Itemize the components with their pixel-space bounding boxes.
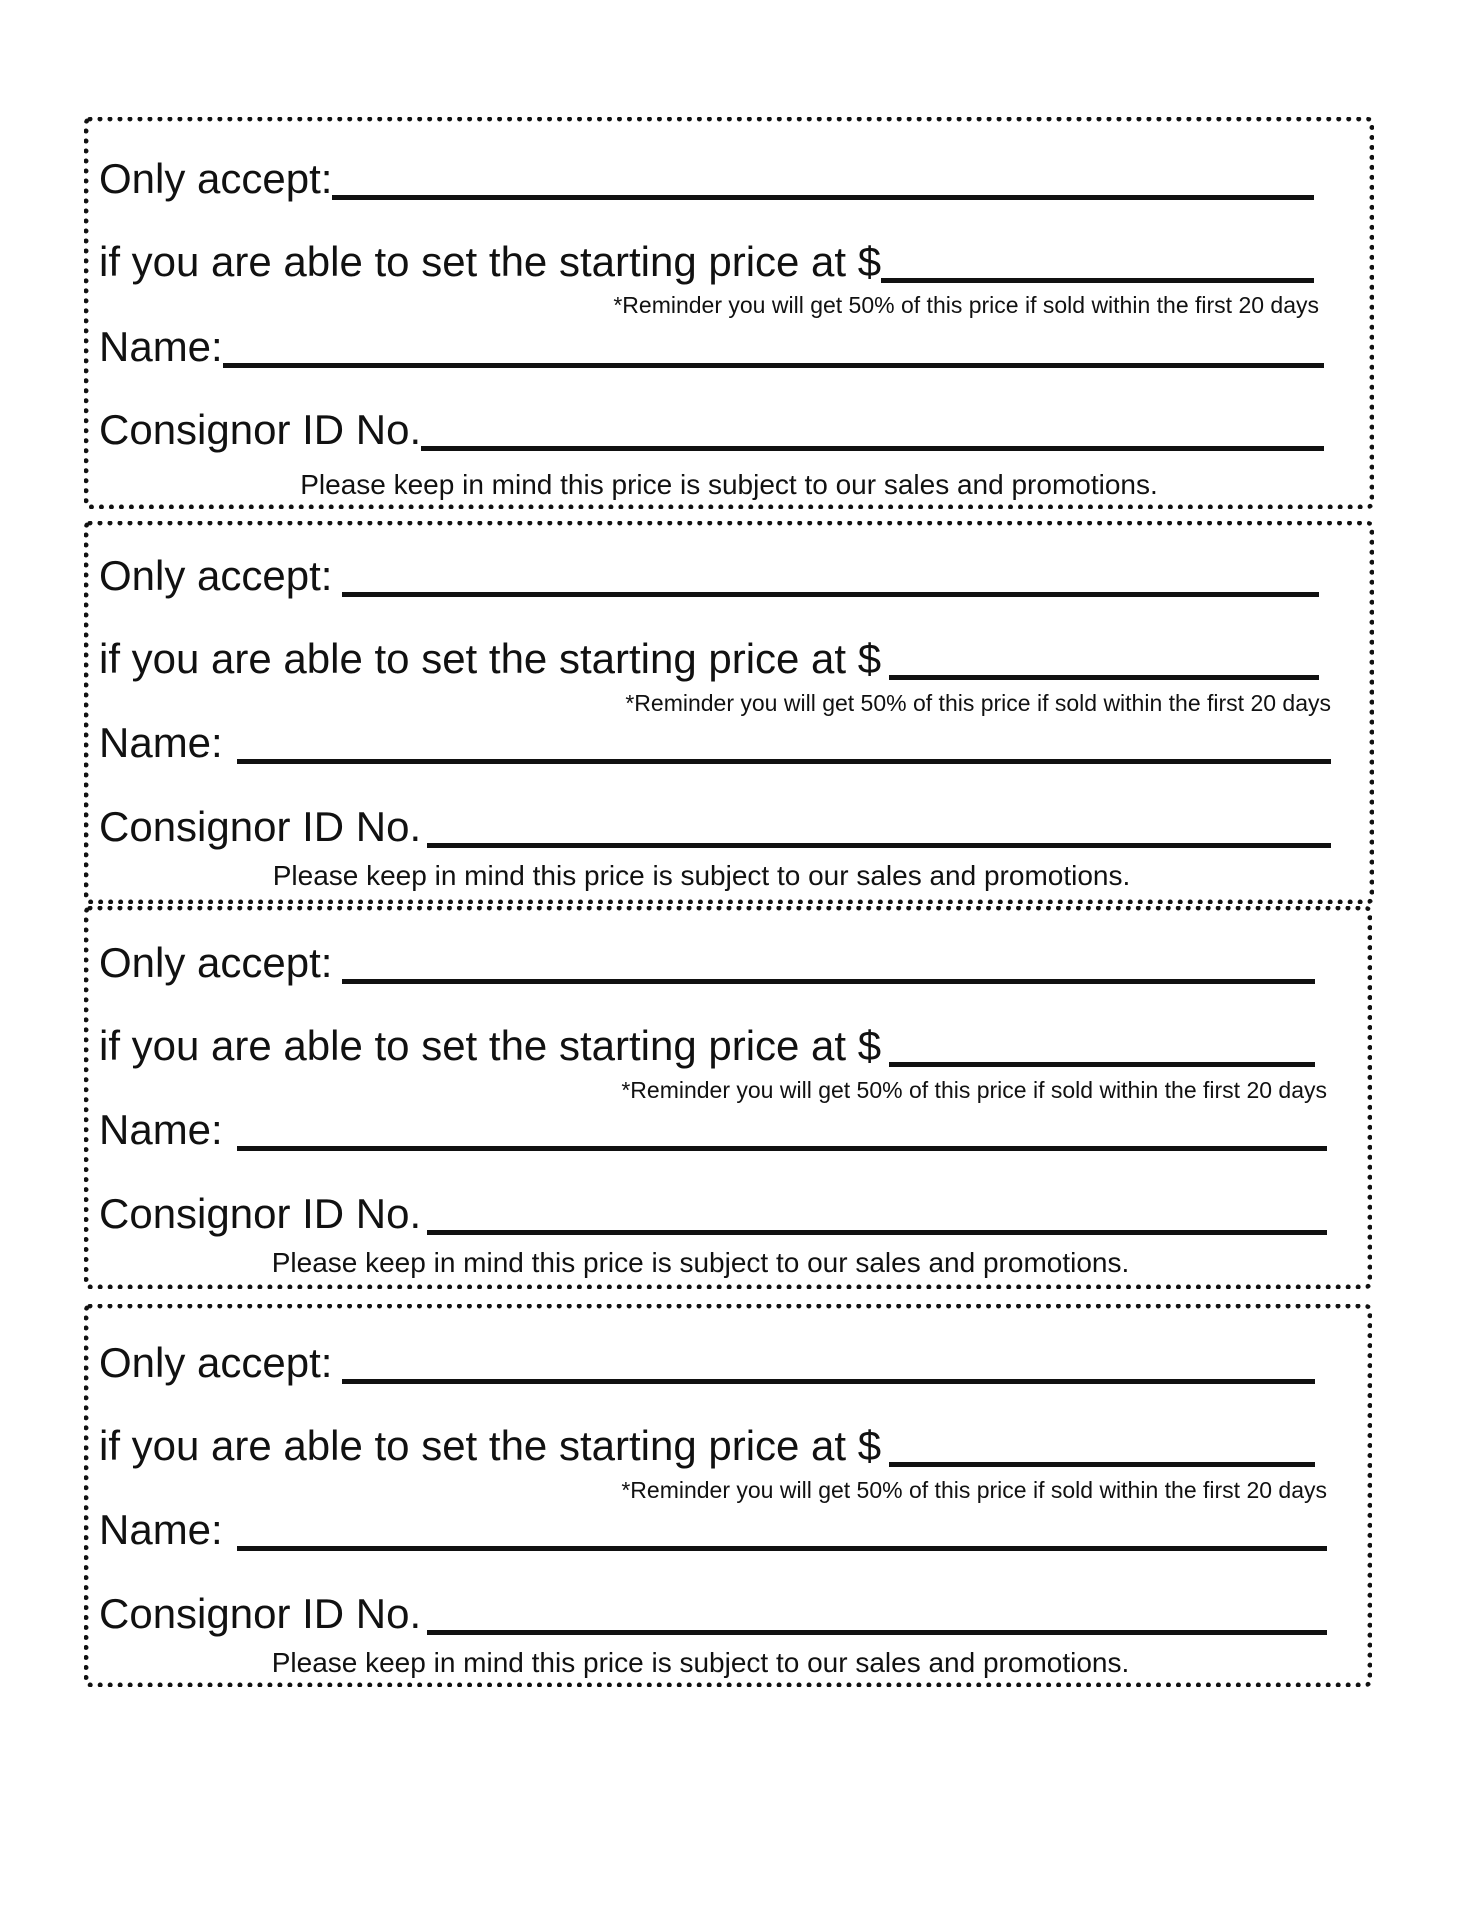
- starting-price-label: if you are able to set the starting price at $: [99, 635, 882, 682]
- only-accept-row: [99, 154, 1314, 204]
- only-accept-label: Only accept:: [99, 552, 333, 599]
- consignor-id-blank[interactable]: [427, 843, 1331, 848]
- consignor-id-row: [99, 1589, 1327, 1639]
- consignment-slip: [84, 906, 1372, 1289]
- name-label: Name:: [99, 1506, 223, 1553]
- reminder-text: *Reminder you will get 50% of this price if sold within the first 20 days: [613, 292, 1319, 318]
- consignor-id-label: Consignor ID No.: [99, 803, 422, 850]
- consignment-slip: [84, 117, 1374, 509]
- reminder-text: *Reminder you will get 50% of this price if sold within the first 20 days: [621, 1477, 1327, 1503]
- starting-price-row: [99, 634, 1319, 684]
- starting-price-blank[interactable]: [889, 1462, 1315, 1467]
- only-accept-blank[interactable]: [342, 1379, 1315, 1384]
- starting-price-row: [99, 1021, 1315, 1071]
- consignor-id-row: [99, 802, 1331, 852]
- consignor-id-row: [99, 405, 1324, 455]
- promotions-note: Please keep in mind this price is subject to our sales and promotions.: [271, 1247, 1130, 1278]
- starting-price-label: if you are able to set the starting price at $: [99, 238, 882, 285]
- name-blank[interactable]: [237, 1546, 1327, 1551]
- name-row: [99, 322, 1324, 372]
- starting-price-row: [99, 237, 1314, 287]
- only-accept-blank[interactable]: [332, 195, 1314, 200]
- consignment-slip: [84, 521, 1374, 904]
- starting-price-blank[interactable]: [889, 675, 1319, 680]
- consignor-id-blank[interactable]: [421, 446, 1324, 451]
- name-row: [99, 718, 1331, 768]
- name-row: [99, 1505, 1327, 1555]
- consignor-id-label: Consignor ID No.: [99, 1590, 422, 1637]
- promotions-note: Please keep in mind this price is subject to our sales and promotions.: [271, 1647, 1130, 1678]
- name-label: Name:: [99, 719, 223, 766]
- reminder-text: *Reminder you will get 50% of this price if sold within the first 20 days: [625, 690, 1331, 716]
- starting-price-label: if you are able to set the starting price at $: [99, 1422, 882, 1469]
- name-blank[interactable]: [237, 759, 1331, 764]
- reminder-text: *Reminder you will get 50% of this price if sold within the first 20 days: [621, 1077, 1327, 1103]
- name-blank[interactable]: [237, 1146, 1327, 1151]
- only-accept-label: Only accept:: [99, 939, 333, 986]
- consignor-id-label: Consignor ID No.: [99, 406, 422, 453]
- only-accept-row: [99, 938, 1315, 988]
- name-label: Name:: [99, 1106, 223, 1153]
- only-accept-row: [99, 551, 1319, 601]
- starting-price-blank[interactable]: [881, 278, 1314, 283]
- only-accept-label: Only accept:: [99, 155, 333, 202]
- consignor-id-label: Consignor ID No.: [99, 1190, 422, 1237]
- only-accept-blank[interactable]: [342, 979, 1315, 984]
- consignor-id-blank[interactable]: [427, 1230, 1327, 1235]
- starting-price-row: [99, 1421, 1315, 1471]
- name-label: Name:: [99, 323, 223, 370]
- promotions-note: Please keep in mind this price is subject to our sales and promotions.: [272, 860, 1131, 891]
- consignor-id-blank[interactable]: [427, 1630, 1327, 1635]
- name-row: [99, 1105, 1327, 1155]
- name-blank[interactable]: [223, 363, 1324, 368]
- consignment-slip: [84, 1304, 1372, 1687]
- only-accept-blank[interactable]: [342, 592, 1319, 597]
- only-accept-label: Only accept:: [99, 1339, 333, 1386]
- promotions-note: Please keep in mind this price is subject to our sales and promotions.: [300, 469, 1158, 500]
- starting-price-blank[interactable]: [889, 1062, 1315, 1067]
- only-accept-row: [99, 1338, 1315, 1388]
- starting-price-label: if you are able to set the starting price at $: [99, 1022, 882, 1069]
- consignor-id-row: [99, 1189, 1327, 1239]
